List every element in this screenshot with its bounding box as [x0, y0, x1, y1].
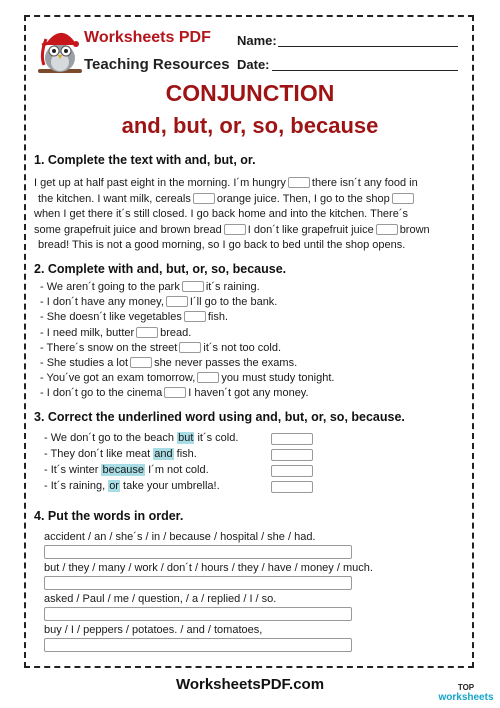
- brand-subtitle: Teaching Resources: [84, 56, 230, 73]
- answer-line[interactable]: [44, 638, 352, 652]
- answer-line[interactable]: [44, 607, 352, 621]
- text-fragment: orange juice. Then, I go to the shop: [216, 192, 390, 205]
- list-item: [40, 295, 334, 310]
- text-fragment: I get up at half past eight in the morning. I´m hungry: [34, 177, 286, 189]
- text-fragment: brown: [399, 223, 430, 236]
- text-fragment: I´ll go to the bank.: [189, 296, 278, 309]
- badge-bottom-text: worksheets: [438, 692, 494, 703]
- blank-box[interactable]: [224, 224, 246, 235]
- owl-icon: [36, 25, 84, 83]
- text-fragment: - I don´t go to the cinema: [40, 387, 163, 400]
- blank-box[interactable]: [182, 281, 204, 292]
- list-item: [44, 478, 238, 494]
- list-item: [40, 386, 334, 401]
- text-fragment: - They don´t like meat: [44, 448, 154, 460]
- text-fragment: - We aren´t going to the park: [40, 281, 180, 293]
- top-worksheets-badge: [436, 683, 496, 703]
- section-2-list: [40, 280, 334, 402]
- list-item: [40, 341, 334, 356]
- date-line: [272, 70, 458, 71]
- text-fragment: - You´ve got an exam tomorrow,: [40, 372, 196, 385]
- text-fragment: I haven´t got any money.: [188, 387, 309, 400]
- list-item: [40, 371, 334, 386]
- text-fragment: I don´t like grapefruit juice: [247, 223, 374, 236]
- underlined-word: but: [178, 432, 194, 444]
- text-fragment: it´s not too cold.: [203, 341, 282, 354]
- text-fragment: you must study tonight.: [221, 372, 335, 385]
- text-line: [34, 238, 474, 254]
- section-2-heading: 2. Complete with and, but, or, so, because.: [34, 262, 287, 276]
- text-fragment: bread! This is not a good morning, so I go back to bed until the shop opens.: [38, 239, 406, 251]
- text-fragment: I´m not cold.: [145, 464, 209, 476]
- text-line: [34, 207, 474, 223]
- name-line: [278, 46, 458, 47]
- section-1-text: [34, 176, 474, 254]
- page-title: CONJUNCTION: [165, 80, 335, 106]
- answer-line[interactable]: [44, 545, 352, 559]
- list-item: [44, 462, 238, 478]
- text-fragment: bread.: [160, 326, 192, 339]
- name-label: Name:: [237, 33, 277, 48]
- answer-box[interactable]: [271, 433, 313, 445]
- section-4-heading: 4. Put the words in order.: [34, 509, 184, 523]
- blank-box[interactable]: [164, 387, 186, 398]
- text-fragment: it´s cold.: [194, 432, 239, 444]
- text-fragment: the kitchen. I want milk, cereals: [38, 192, 191, 205]
- blank-box[interactable]: [184, 311, 206, 322]
- text-fragment: - It´s raining,: [44, 480, 109, 492]
- footer-site[interactable]: WorksheetsPDF.com: [175, 676, 325, 693]
- text-fragment: fish.: [173, 448, 197, 460]
- text-fragment: take your umbrella!.: [119, 480, 220, 492]
- text-fragment: - She studies a lot: [40, 356, 129, 369]
- blank-box[interactable]: [288, 177, 310, 188]
- answer-line[interactable]: [44, 576, 352, 590]
- section-3-list: [44, 430, 238, 494]
- answer-box[interactable]: [271, 481, 313, 493]
- answer-box[interactable]: [271, 449, 313, 461]
- page-subtitle: and, but, or, so, because: [121, 113, 379, 138]
- blank-box[interactable]: [193, 193, 215, 204]
- list-item: [40, 326, 334, 341]
- badge-top-text: TOP: [457, 683, 475, 692]
- section-1-heading: 1. Complete the text with and, but, or.: [34, 153, 256, 167]
- text-line: [34, 223, 474, 239]
- text-fragment: it´s raining.: [205, 281, 260, 293]
- text-line: [34, 192, 474, 208]
- text-fragment: fish.: [207, 311, 229, 324]
- text-fragment: - I don´t have any money,: [40, 296, 164, 309]
- text-fragment: - I need milk, butter: [40, 326, 135, 339]
- underlined-word: and: [154, 448, 173, 460]
- scrambled-sentence: asked / Paul / me / question, / a / replied / I / so.: [44, 593, 277, 605]
- scrambled-sentence: but / they / many / work / don´t / hours / they / have / money / much.: [44, 562, 373, 574]
- date-label: Date:: [237, 57, 270, 72]
- text-fragment: - She doesn´t like vegetables: [40, 311, 182, 324]
- blank-box[interactable]: [136, 327, 158, 338]
- list-item: [44, 430, 238, 446]
- list-item: [40, 310, 334, 325]
- section-3-heading: 3. Correct the underlined word using and, but, or, so, because.: [34, 410, 405, 424]
- brand-name: Worksheets PDF: [84, 29, 211, 46]
- blank-box[interactable]: [166, 296, 188, 307]
- text-fragment: some grapefruit juice and brown bread: [34, 223, 222, 236]
- text-fragment: when I get there it´s still closed. I go back home and into the kitchen. There´s: [34, 208, 408, 220]
- underlined-word: because: [102, 464, 145, 476]
- blank-box[interactable]: [179, 342, 201, 353]
- list-item: [40, 356, 334, 371]
- brand-logo: [36, 25, 230, 85]
- blank-box[interactable]: [392, 193, 414, 204]
- text-line: [34, 176, 474, 192]
- text-fragment: she never passes the exams.: [154, 356, 298, 369]
- list-item: [40, 280, 334, 295]
- text-fragment: - There´s snow on the street: [40, 341, 178, 354]
- answer-box[interactable]: [271, 465, 313, 477]
- blank-box[interactable]: [197, 372, 219, 383]
- blank-box[interactable]: [130, 357, 152, 368]
- scrambled-sentence: buy / I / peppers / potatoes. / and / tomatoes,: [44, 624, 263, 636]
- scrambled-sentence: accident / an / she´s / in / because / hospital / she / had.: [44, 531, 316, 543]
- text-fragment: - It´s winter: [44, 464, 102, 476]
- text-fragment: there isn´t any food in: [311, 177, 418, 189]
- list-item: [44, 446, 238, 462]
- text-fragment: - We don´t go to the beach: [44, 432, 178, 444]
- underlined-word: or: [109, 480, 119, 492]
- blank-box[interactable]: [376, 224, 398, 235]
